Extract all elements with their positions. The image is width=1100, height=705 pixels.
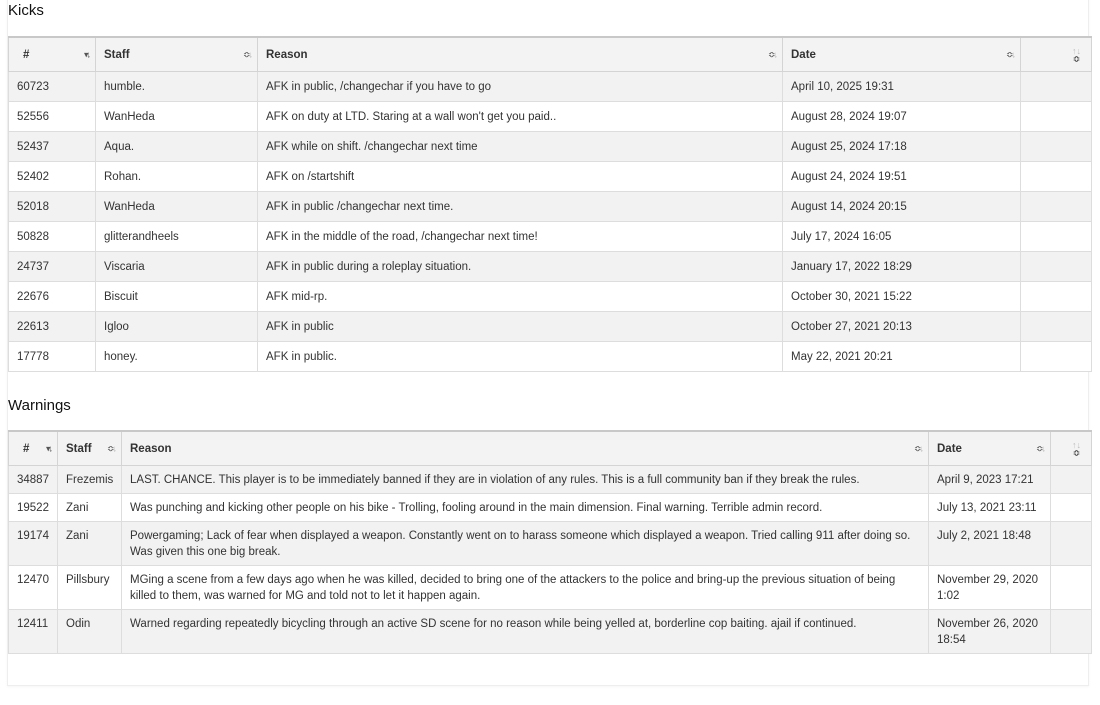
table-row: [9, 72, 1092, 102]
cell-reason: Warned regarding repeatedly bicycling through an active SD scene for no reason while being yelled at, borderline cop baiting. ajail if continued.: [122, 610, 929, 654]
cell-extra: [1051, 466, 1092, 494]
cell-extra: [1021, 72, 1092, 102]
warnings-col-id[interactable]: [9, 431, 58, 466]
kicks-col-staff[interactable]: [96, 37, 258, 72]
table-row: [9, 522, 1092, 566]
cell-reason: AFK in public /changechar next time.: [258, 192, 783, 222]
table-row: [9, 466, 1092, 494]
table-row: [9, 494, 1092, 522]
cell-staff: Biscuit: [96, 282, 258, 312]
cell-staff: glitterandheels: [96, 222, 258, 252]
column-label: #: [23, 48, 30, 61]
warnings-table: [8, 430, 1092, 654]
cell-reason: AFK in public: [258, 312, 783, 342]
cell-extra: [1021, 132, 1092, 162]
table-row: [9, 132, 1092, 162]
cell-reason: Powergaming; Lack of fear when displayed a weapon. Constantly went on to harass someone which displayed a weapon. Tried calling 911 after doing so. Was given this one big break.: [122, 522, 929, 566]
cell-id: 52018: [9, 192, 96, 222]
table-row: [9, 222, 1092, 252]
cell-reason: AFK in public, /changechar if you have to go: [258, 72, 783, 102]
cell-id: 24737: [9, 252, 96, 282]
kicks-col-extra[interactable]: [1021, 37, 1092, 72]
sort-both-icon: ≎↓: [1035, 443, 1044, 453]
warnings-body: [9, 466, 1092, 654]
cell-extra: [1021, 222, 1092, 252]
cell-reason: LAST. CHANCE. This player is to be immediately banned if they are in violation of any rules. This is a full community ban if they break the rules.: [122, 466, 929, 494]
column-label: Staff: [104, 48, 130, 61]
cell-extra: [1021, 102, 1092, 132]
column-label: Date: [791, 48, 816, 61]
column-label: Staff: [66, 442, 92, 455]
cell-date: April 10, 2025 19:31: [783, 72, 1021, 102]
cell-extra: [1021, 162, 1092, 192]
cell-reason: AFK in the middle of the road, /changechar next time!: [258, 222, 783, 252]
cell-staff: WanHeda: [96, 192, 258, 222]
cell-id: 50828: [9, 222, 96, 252]
cell-id: 19522: [9, 494, 58, 522]
sort-both-icon: ≎↓: [913, 443, 922, 453]
cell-date: July 17, 2024 16:05: [783, 222, 1021, 252]
cell-staff: honey.: [96, 342, 258, 372]
kicks-title: Kicks: [8, 2, 44, 19]
cell-date: August 24, 2024 19:51: [783, 162, 1021, 192]
warnings-col-reason[interactable]: [122, 431, 929, 466]
cell-reason: AFK mid-rp.: [258, 282, 783, 312]
cell-date: October 30, 2021 15:22: [783, 282, 1021, 312]
cell-extra: [1021, 342, 1092, 372]
table-row: [9, 342, 1092, 372]
table-row: [9, 162, 1092, 192]
kicks-col-date[interactable]: [783, 37, 1021, 72]
warnings-col-date[interactable]: [929, 431, 1051, 466]
cell-reason: AFK while on shift. /changechar next time: [258, 132, 783, 162]
cell-staff: Odin: [58, 610, 122, 654]
sort-both-icon: ≎↓: [106, 443, 115, 453]
kicks-col-id[interactable]: [9, 37, 96, 72]
cell-id: 52556: [9, 102, 96, 132]
sort-both-icon: ↑↓ ≎: [1072, 439, 1081, 458]
table-row: [9, 252, 1092, 282]
warnings-title: Warnings: [8, 397, 71, 414]
cell-extra: [1021, 282, 1092, 312]
cell-staff: Aqua.: [96, 132, 258, 162]
cell-extra: [1051, 522, 1092, 566]
column-label: Reason: [130, 442, 172, 455]
cell-reason: AFK on duty at LTD. Staring at a wall won't get you paid..: [258, 102, 783, 132]
table-row: [9, 610, 1092, 654]
sort-descending-icon: ▾↓: [45, 443, 51, 453]
cell-staff: Pillsbury: [58, 566, 122, 610]
cell-extra: [1051, 494, 1092, 522]
sort-both-icon: ↑↓ ≎: [1072, 45, 1081, 64]
cell-id: 17778: [9, 342, 96, 372]
table-row: [9, 312, 1092, 342]
column-label: #: [23, 442, 30, 455]
cell-staff: humble.: [96, 72, 258, 102]
cell-reason: AFK in public.: [258, 342, 783, 372]
table-row: [9, 102, 1092, 132]
cell-extra: [1021, 312, 1092, 342]
cell-id: 22676: [9, 282, 96, 312]
cell-staff: Igloo: [96, 312, 258, 342]
cell-id: 22613: [9, 312, 96, 342]
cell-date: August 25, 2024 17:18: [783, 132, 1021, 162]
column-label: Date: [937, 442, 962, 455]
cell-id: 60723: [9, 72, 96, 102]
cell-id: 52402: [9, 162, 96, 192]
cell-staff: Zani: [58, 522, 122, 566]
warnings-header-row: [9, 431, 1092, 466]
warnings-col-staff[interactable]: [58, 431, 122, 466]
kicks-body: [9, 72, 1092, 372]
cell-date: April 9, 2023 17:21: [929, 466, 1051, 494]
cell-date: May 22, 2021 20:21: [783, 342, 1021, 372]
cell-staff: Viscaria: [96, 252, 258, 282]
cell-extra: [1051, 610, 1092, 654]
sort-both-icon: ≎↓: [242, 49, 251, 59]
cell-date: July 2, 2021 18:48: [929, 522, 1051, 566]
kicks-table: [8, 36, 1092, 372]
warnings-col-extra[interactable]: [1051, 431, 1092, 466]
cell-date: July 13, 2021 23:11: [929, 494, 1051, 522]
cell-date: October 27, 2021 20:13: [783, 312, 1021, 342]
cell-reason: AFK on /startshift: [258, 162, 783, 192]
kicks-header-row: [9, 37, 1092, 72]
cell-extra: [1051, 566, 1092, 610]
column-label: Reason: [266, 48, 308, 61]
sort-descending-icon: ▾↓: [83, 49, 89, 59]
cell-date: August 28, 2024 19:07: [783, 102, 1021, 132]
cell-reason: AFK in public during a roleplay situation.: [258, 252, 783, 282]
cell-reason: Was punching and kicking other people on his bike - Trolling, fooling around in the main dimension. Final warning. Terrible admin record.: [122, 494, 929, 522]
cell-extra: [1021, 192, 1092, 222]
sort-both-icon: ≎↓: [1005, 49, 1014, 59]
cell-date: November 26, 2020 18:54: [929, 610, 1051, 654]
cell-reason: MGing a scene from a few days ago when he was killed, decided to bring one of the attackers to the police and bring-up the previous situation of being killed to them, was warned for MG and told not to let it happen again.: [122, 566, 929, 610]
sort-both-icon: ≎↓: [767, 49, 776, 59]
cell-date: January 17, 2022 18:29: [783, 252, 1021, 282]
table-row: [9, 192, 1092, 222]
cell-staff: Frezemis: [58, 466, 122, 494]
kicks-col-reason[interactable]: [258, 37, 783, 72]
cell-id: 34887: [9, 466, 58, 494]
cell-id: 19174: [9, 522, 58, 566]
cell-date: August 14, 2024 20:15: [783, 192, 1021, 222]
cell-staff: Rohan.: [96, 162, 258, 192]
cell-id: 52437: [9, 132, 96, 162]
cell-staff: Zani: [58, 494, 122, 522]
table-row: [9, 566, 1092, 610]
cell-id: 12470: [9, 566, 58, 610]
cell-date: November 29, 2020 1:02: [929, 566, 1051, 610]
cell-id: 12411: [9, 610, 58, 654]
cell-staff: WanHeda: [96, 102, 258, 132]
table-row: [9, 282, 1092, 312]
cell-extra: [1021, 252, 1092, 282]
